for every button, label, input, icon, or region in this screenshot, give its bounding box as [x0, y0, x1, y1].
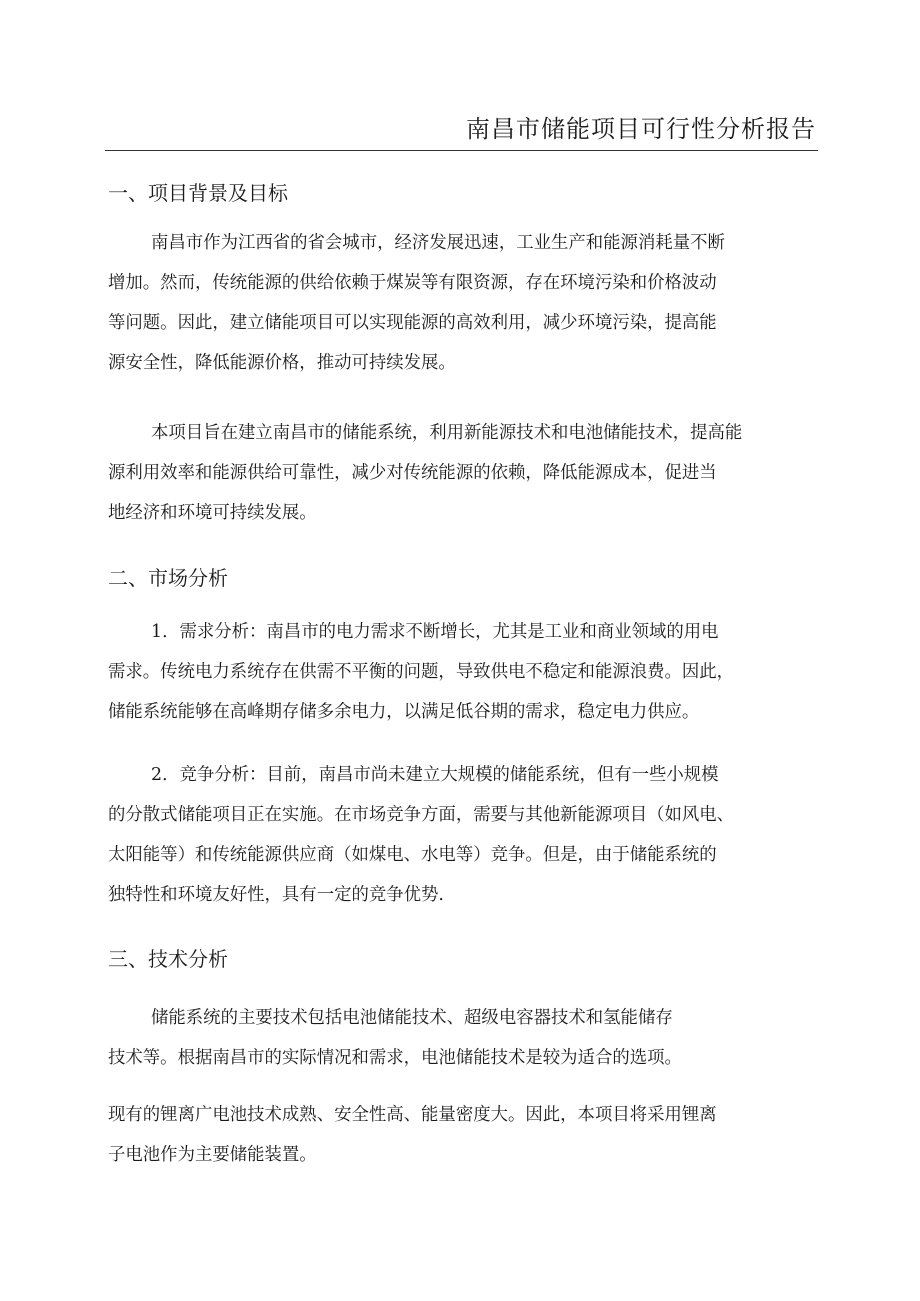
paragraph-technology-2 [108, 1095, 820, 1175]
text-line: 源安全性，降低能源价格，推动可持续发展。 [108, 353, 456, 373]
text-line: 地经济和环境可持续发展。 [108, 503, 317, 523]
paragraph-background-1 [108, 223, 820, 383]
text-line: 子电池作为主要储能装置。 [108, 1145, 317, 1165]
text-line: 本项目旨在建立南昌市的储能系统，利用新能源技术和电池储能技术，提高能 [151, 423, 743, 443]
text-line: 独特性和环境友好性，具有一定的竞争优势. [108, 885, 444, 905]
text-line: 现有的锂离广电池技术成熟、安全性高、能量密度大。因此，本项目将采用锂离 [108, 1105, 717, 1125]
document-title: 南昌市储能项目可行性分析报告 [466, 115, 816, 143]
section-heading-technology: 三、技术分析 [108, 947, 228, 971]
section-heading-market: 二、市场分析 [108, 566, 228, 590]
text-line: 需求。传统电力系统存在供需不平衡的问题，导致供电不稳定和能源浪费。因此， [108, 662, 735, 682]
paragraph-background-2 [108, 413, 820, 533]
text-line: 等问题。因此，建立储能项目可以实现能源的高效利用，减少环境污染，提高能 [108, 313, 717, 333]
text-line: 源利用效率和能源供给可靠性，减少对传统能源的依赖，降低能源成本，促进当 [108, 463, 717, 483]
text-line: 2．竞争分析：目前，南昌市尚未建立大规模的储能系统，但有一些小规模 [151, 765, 719, 785]
text-line: 1．需求分析：南昌市的电力需求不断增长，尤其是工业和商业领域的用电 [151, 622, 719, 642]
text-line: 的分散式储能项目正在实施。在市场竞争方面，需要与其他新能源项目（如风电、 [108, 805, 735, 825]
text-line: 储能系统的主要技术包括电池储能技术、超级电容器技术和氢能储存 [151, 1008, 673, 1028]
text-line: 技术等。根据南昌市的实际情况和需求，电池储能技术是较为适合的选项。 [108, 1048, 682, 1068]
text-line: 南昌市作为江西省的省会城市，经济发展迅速，工业生产和能源消耗量不断 [151, 233, 725, 253]
text-line: 增加。然而，传统能源的供给依赖于煤炭等有限资源，存在环境污染和价格波动 [108, 273, 717, 293]
paragraph-demand-analysis [108, 612, 820, 732]
paragraph-technology-1 [108, 998, 820, 1078]
paragraph-competition-analysis [108, 755, 820, 915]
page-header [105, 112, 818, 151]
section-heading-background: 一、项目背景及目标 [108, 181, 288, 205]
text-line: 太阳能等）和传统能源供应商（如煤电、水电等）竞争。但是，由于储能系统的 [108, 845, 717, 865]
text-line: 储能系统能够在高峰期存储多余电力，以满足低谷期的需求，稳定电力供应。 [108, 702, 700, 722]
